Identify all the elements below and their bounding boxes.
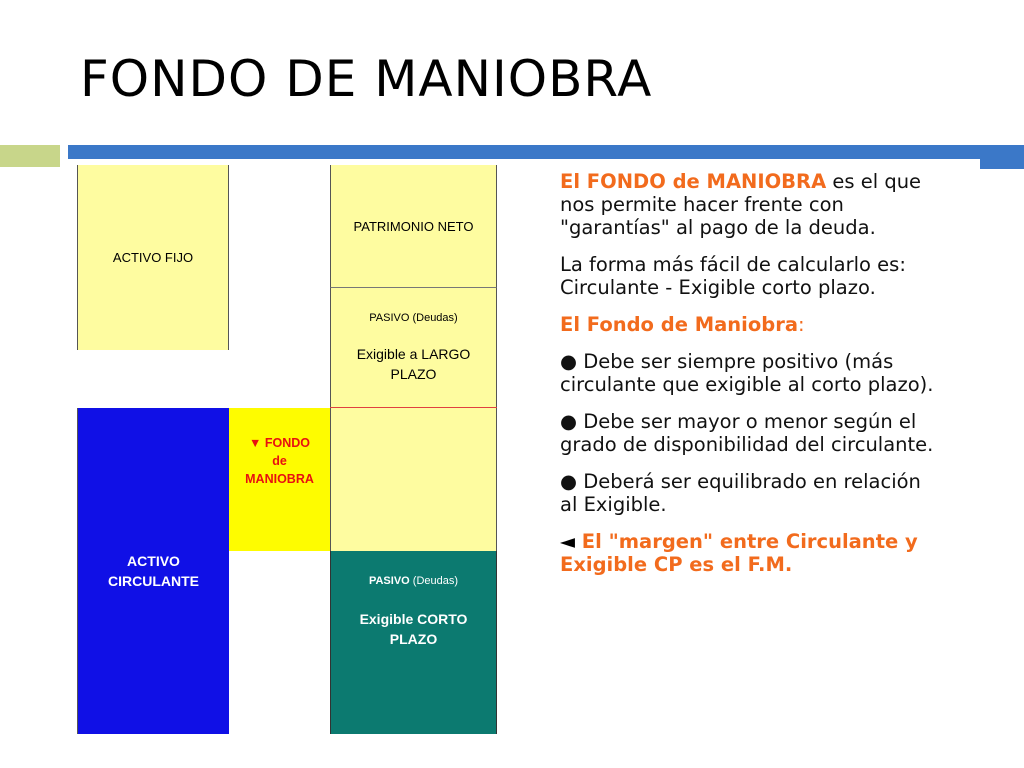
pasivo-cp-small-label: PASIVO (Deudas) bbox=[368, 575, 459, 587]
fondo-heading: El Fondo de Maniobra: bbox=[560, 313, 805, 336]
patrimonio-neto-label: PATRIMONIO NETO bbox=[353, 218, 474, 234]
activo-fijo-label: ACTIVO FIJO bbox=[112, 250, 194, 265]
formula-paragraph: La forma más fácil de calcularlo es: Circulante - Exigible corto plazo. bbox=[560, 253, 906, 299]
pasivo-corto-plazo-block bbox=[330, 551, 497, 734]
margin-conclusion: ◄ El "margen" entre Circulante y Exigible CP es el F.M. bbox=[560, 530, 918, 576]
bullet-availability: ● Debe ser mayor o menor según el grado de disponibilidad del circulante. bbox=[560, 410, 934, 456]
bullet-balanced: ● Deberá ser equilibrado en relación al Exigible. bbox=[560, 470, 921, 516]
pasivo-cp-label: Exigible CORTO PLAZO bbox=[359, 611, 468, 647]
slide-title: FONDO DE MANIOBRA bbox=[80, 50, 653, 108]
pasivo-largo-plazo-block bbox=[330, 288, 497, 551]
fondo-maniobra-block bbox=[229, 408, 330, 551]
definition-paragraph: El FONDO de MANIOBRA es el que nos permite hacer frente con "garantías" al pago de la deuda. bbox=[560, 170, 922, 239]
activo-circulante-block bbox=[77, 408, 229, 734]
pasivo-lp-small-label: PASIVO (Deudas) bbox=[369, 312, 458, 324]
bullet-positive: ● Debe ser siempre positivo (más circulante que exigible al corto plazo). bbox=[560, 350, 934, 396]
fondo-maniobra-label: ▼ FONDO de MANIOBRA bbox=[245, 435, 314, 486]
divider-line bbox=[330, 407, 497, 408]
left-triangle-icon: ◄ bbox=[560, 530, 575, 553]
activo-circulante-label: ACTIVO CIRCULANTE bbox=[108, 553, 199, 589]
pasivo-lp-label: Exigible a LARGO PLAZO bbox=[356, 346, 471, 382]
patrimonio-neto-block bbox=[330, 165, 497, 288]
activo-fijo-block bbox=[77, 165, 229, 350]
explanation-panel bbox=[560, 170, 940, 590]
